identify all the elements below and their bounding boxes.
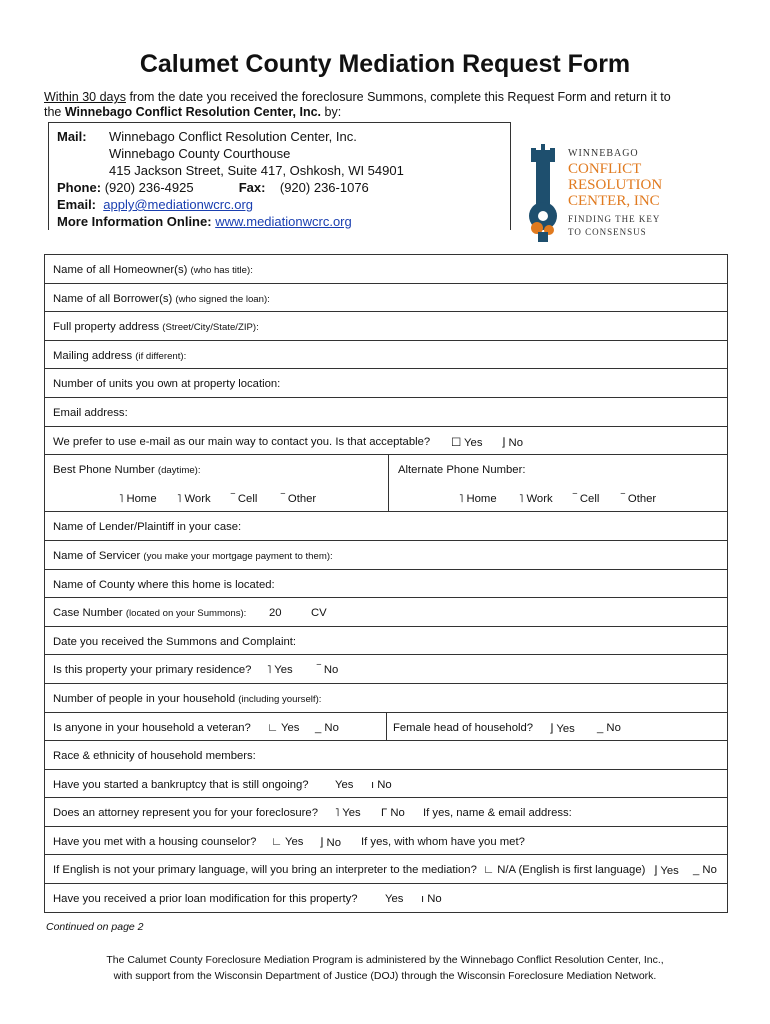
email-address-label: Email address:	[53, 406, 128, 419]
prior-mod-row	[45, 884, 727, 913]
mailing-row[interactable]	[45, 341, 727, 370]
attorney-yes-checkbox[interactable]: ˥ Yes	[335, 807, 361, 820]
female-head-yes-checkbox[interactable]: ⌋ Yes	[549, 722, 575, 735]
summons-date-row[interactable]	[45, 627, 727, 656]
attorney-no-checkbox[interactable]: Γ No	[381, 807, 405, 820]
intro-line1: from the date you received the foreclosure Summons, complete this Request Form and return it to	[125, 90, 671, 104]
prefer-email-question: We prefer to use e-mail as our main way to contact you. Is that acceptable?	[53, 435, 431, 448]
race-label: Race & ethnicity of household members:	[53, 750, 256, 763]
footer-line2: with support from the Wisconsin Department of Justice (DOJ) through the Wisconsin Foreclosure Mediation Network.	[113, 970, 657, 982]
best-phone-label: Best Phone Number	[53, 464, 155, 477]
household-label: Number of people in your household	[53, 692, 236, 705]
property-row[interactable]	[45, 312, 727, 341]
homeowners-label: Name of all Homeowner(s)	[53, 264, 188, 276]
case-row[interactable]	[45, 598, 727, 627]
website-link[interactable]: www.mediationwcrc.org	[215, 214, 352, 229]
email-label: Email:	[57, 197, 97, 212]
english-na-checkbox[interactable]: ∟ N/A (English is first language)	[483, 864, 646, 877]
prior-mod-yes-checkbox[interactable]: Yes	[385, 893, 404, 906]
intro-suffix: by:	[321, 105, 342, 119]
alt-phone-work-checkbox[interactable]: ˥ Work	[519, 492, 553, 505]
logo-line3: RESOLUTION	[568, 177, 663, 193]
household-note: (including yourself):	[238, 693, 322, 705]
attorney-question: Does an attorney represent you for your foreclosure?	[53, 807, 318, 820]
mail-label: Mail:	[57, 129, 87, 144]
best-phone-cell-checkbox[interactable]: ‾ Cell	[231, 492, 258, 505]
homeowners-note: (who has title):	[190, 265, 253, 276]
best-phone-work-checkbox[interactable]: ˥ Work	[177, 492, 211, 505]
female-head-no-checkbox[interactable]: _ No	[597, 721, 621, 734]
household-row[interactable]	[45, 684, 727, 713]
alt-phone-cell-checkbox[interactable]: ‾ Cell	[573, 492, 600, 505]
veteran-row	[45, 713, 727, 742]
property-note: (Street/City/State/ZIP):	[162, 322, 259, 334]
logo-line1: WINNEBAGO	[568, 148, 639, 159]
phone-label: Phone:	[57, 180, 102, 195]
case-cv: CV	[311, 607, 327, 620]
case-note: (located on your Summons):	[125, 608, 247, 620]
page-title: Calumet County Mediation Request Form	[139, 50, 631, 78]
counselor-yes-checkbox[interactable]: ∟ Yes	[271, 835, 304, 848]
veteran-question: Is anyone in your household a veteran?	[53, 721, 251, 734]
bankruptcy-question: Have you started a bankruptcy that is still ongoing?	[53, 778, 309, 791]
attorney-followup: If yes, name & email address:	[423, 807, 572, 820]
best-phone-note: (daytime):	[157, 465, 201, 477]
lender-row[interactable]	[45, 512, 727, 541]
footer	[0, 952, 770, 984]
bankruptcy-yes-checkbox[interactable]: Yes	[335, 778, 354, 791]
units-label: Number of units you own at property location:	[53, 378, 281, 391]
servicer-note: (you make your mortgage payment to them):	[143, 550, 333, 562]
deadline-text: Within 30 days	[44, 90, 126, 104]
race-row[interactable]	[45, 741, 727, 770]
best-phone-other-checkbox[interactable]: ‾ Other	[281, 492, 317, 505]
veteran-no-checkbox[interactable]: _ No	[315, 721, 339, 734]
attorney-row	[45, 798, 727, 827]
mailing-note: (if different):	[135, 350, 187, 362]
prior-mod-question: Have you received a prior loan modification for this property?	[53, 893, 358, 906]
prefer-email-yes-checkbox[interactable]: ☐ Yes	[451, 436, 483, 449]
phone-types-row	[45, 484, 727, 513]
fax-number: (920) 236-1076	[279, 180, 369, 195]
wcrc-logo	[522, 144, 662, 242]
mail-line2: Winnebago County Courthouse	[109, 146, 291, 161]
footer-line1: The Calumet County Foreclosure Mediation Program is administered by the Winnebago Conflict Resolution Center, Inc.,	[106, 954, 664, 966]
lender-label: Name of Lender/Plaintiff in your case:	[53, 521, 242, 534]
email-row[interactable]	[45, 398, 727, 427]
homeowners-row[interactable]	[45, 255, 727, 284]
phone-number: (920) 236-4925	[104, 180, 194, 195]
phone-labels-row	[45, 455, 727, 484]
alt-phone-other-checkbox[interactable]: ‾ Other	[621, 492, 657, 505]
logo-line5: FINDING THE KEY	[568, 214, 661, 224]
borrowers-row[interactable]	[45, 284, 727, 313]
prior-mod-no-checkbox[interactable]: ı No	[421, 893, 442, 906]
county-row[interactable]	[45, 570, 727, 599]
prefer-email-row	[45, 427, 727, 456]
online-label: More Information Online:	[57, 214, 212, 229]
counselor-followup: If yes, with whom have you met?	[361, 835, 525, 848]
mail-line1: Winnebago Conflict Resolution Center, Inc.	[109, 129, 357, 144]
english-question: If English is not your primary language, will you bring an interpreter to the mediation?	[53, 864, 477, 877]
contact-box	[48, 122, 511, 230]
prefer-email-no-checkbox[interactable]: ⌋ No	[501, 436, 523, 449]
intro-prefix: the	[44, 105, 65, 119]
summons-date-label: Date you received the Summons and Complaint:	[53, 635, 297, 648]
primary-question: Is this property your primary residence?	[53, 664, 252, 677]
logo-line2: CONFLICT	[568, 161, 642, 177]
primary-no-checkbox[interactable]: ‾ No	[317, 664, 339, 677]
bankruptcy-no-checkbox[interactable]: ı No	[371, 778, 392, 791]
borrowers-label: Name of all Borrower(s)	[53, 292, 173, 305]
servicer-row[interactable]	[45, 541, 727, 570]
english-no-checkbox[interactable]: _ No	[693, 864, 717, 877]
key-icon	[522, 144, 566, 242]
org-name: Winnebago Conflict Resolution Center, Inc.	[64, 105, 322, 119]
counselor-question: Have you met with a housing counselor?	[53, 835, 257, 848]
logo-line4: CENTER, INC	[568, 193, 660, 209]
units-row[interactable]	[45, 369, 727, 398]
counselor-no-checkbox[interactable]: ⌋ No	[319, 836, 341, 849]
request-form	[44, 254, 728, 913]
email-link[interactable]: apply@mediationwcrc.org	[103, 197, 254, 212]
bankruptcy-row	[45, 770, 727, 799]
mail-line3: 415 Jackson Street, Suite 417, Oshkosh, WI 54901	[109, 163, 404, 178]
alt-phone-home-checkbox[interactable]: ˥ Home	[459, 492, 497, 505]
alt-phone-label: Alternate Phone Number:	[398, 464, 526, 477]
intro-text	[44, 90, 744, 120]
english-row	[45, 855, 727, 884]
case-year: 20	[269, 607, 282, 620]
servicer-label: Name of Servicer	[53, 549, 141, 562]
primary-yes-checkbox[interactable]: ˥ Yes	[267, 664, 293, 677]
primary-row	[45, 655, 727, 684]
property-label: Full property address	[53, 321, 160, 334]
veteran-yes-checkbox[interactable]: ∟ Yes	[267, 721, 300, 734]
best-phone-home-checkbox[interactable]: ˥ Home	[119, 492, 157, 505]
continued-note: Continued on page 2	[46, 921, 144, 933]
case-label: Case Number	[53, 607, 123, 620]
english-yes-checkbox[interactable]: ⌋ Yes	[653, 865, 679, 878]
logo-line6: TO CONSENSUS	[568, 227, 647, 237]
fax-label: Fax:	[238, 180, 266, 195]
counselor-row	[45, 827, 727, 856]
county-label: Name of County where this home is located:	[53, 578, 275, 591]
mailing-label: Mailing address	[53, 349, 133, 362]
borrowers-note: (who signed the loan):	[175, 293, 270, 305]
female-head-question: Female head of household?	[393, 721, 534, 734]
